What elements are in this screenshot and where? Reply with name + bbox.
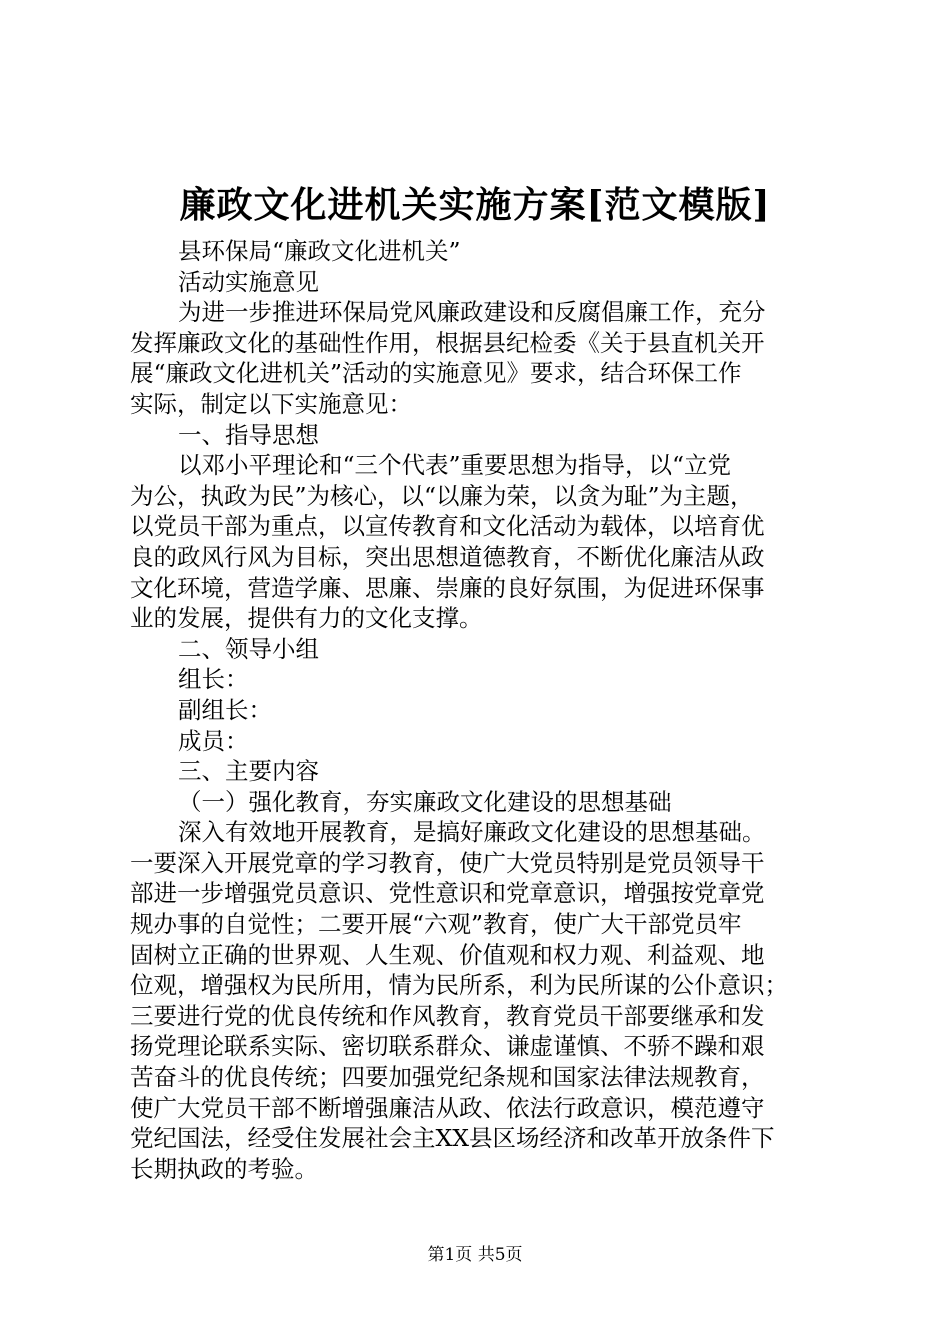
body-line: 县环保局“廉政文化进机关” [178, 237, 461, 265]
body-line: 良的政风行风为目标，突出思想道德教育，不断优化廉洁从政 [130, 542, 765, 571]
body-line: 发挥廉政文化的基础性作用，根据县纪检委《关于县直机关开 [130, 328, 765, 357]
body-line: 党纪国法，经受住发展社会主XX县区场经济和改革开放条件下 [130, 1124, 775, 1153]
body-line: 活动实施意见 [178, 267, 319, 296]
body-line: 规办事的自觉性；二要开展“六观”教育，使广大干部党员牢 [130, 910, 742, 939]
body-line: 组长： [178, 665, 249, 694]
body-line: 三要进行党的优良传统和作风教育，教育党员干部要继承和发 [130, 1001, 765, 1030]
body-line: 成员： [178, 726, 249, 755]
body-line: 以党员干部为重点，以宣传教育和文化活动为载体，以培育优 [130, 512, 765, 541]
body-line: 以邓小平理论和“三个代表”重要思想为指导，以“立党 [178, 451, 732, 480]
document-body [130, 236, 840, 1184]
body-line: 苦奋斗的优良传统；四要加强党纪条规和国家法律法规教育， [130, 1063, 765, 1092]
body-line: 长期执政的考验。 [130, 1154, 318, 1183]
body-line: 一、指导思想 [178, 420, 319, 449]
page-number: 第1页 共5页 [427, 1245, 523, 1265]
body-line: 扬党理论联系实际、密切联系群众、谦虚谨慎、不骄不躁和艰 [130, 1032, 765, 1061]
body-line: 文化环境，营造学廉、思廉、崇廉的良好氛围，为促进环保事 [130, 573, 765, 602]
body-line: 为公，执政为民”为核心，以“以廉为荣，以贪为耻”为主题， [130, 481, 754, 510]
body-line: 展“廉政文化进机关”活动的实施意见》要求，结合环保工作 [130, 359, 742, 388]
body-line: 位观，增强权为民所用，情为民所系，利为民所谋的公仆意识； [130, 971, 788, 1000]
document-title: 廉政文化进机关实施方案[范文模版] [179, 184, 771, 226]
body-line: 二、领导小组 [178, 634, 319, 663]
body-line: 一要深入开展党章的学习教育，使广大党员特别是党员领导干 [130, 848, 765, 877]
body-line: 业的发展，提供有力的文化支撑。 [130, 604, 483, 633]
body-line: 副组长： [178, 695, 272, 724]
body-line: （一）强化教育，夯实廉政文化建设的思想基础 [178, 787, 672, 816]
body-line: 实际，制定以下实施意见： [130, 389, 412, 418]
body-line: 三、主要内容 [178, 757, 319, 786]
body-line: 为进一步推进环保局党风廉政建设和反腐倡廉工作，充分 [178, 298, 766, 327]
body-line: 部进一步增强党员意识、党性意识和党章意识，增强按党章党 [130, 879, 765, 908]
body-line: 固树立正确的世界观、人生观、价值观和权力观、利益观、地 [130, 940, 765, 969]
body-line: 深入有效地开展教育，是搞好廉政文化建设的思想基础。 [178, 818, 766, 847]
body-line: 使广大党员干部不断增强廉洁从政、依法行政意识，模范遵守 [130, 1093, 765, 1122]
